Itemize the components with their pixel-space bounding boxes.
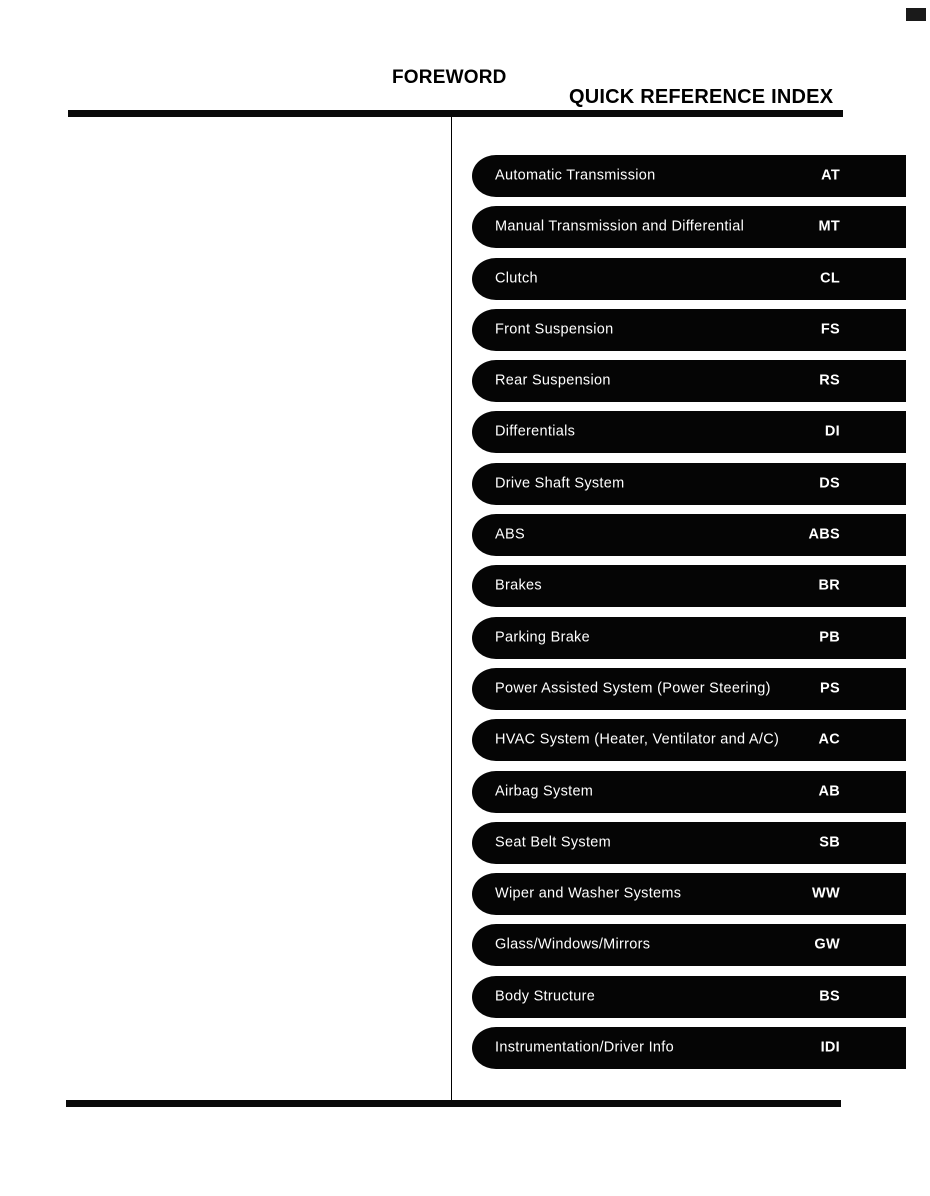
- tab-label: Brakes: [495, 578, 542, 595]
- tab-label: Automatic Transmission: [495, 167, 656, 184]
- index-tab-br[interactable]: [472, 565, 906, 607]
- tab-label: Rear Suspension: [495, 372, 611, 389]
- tab-label: Power Assisted System (Power Steering): [495, 680, 771, 697]
- tab-code: FS: [820, 321, 840, 338]
- corner-scan-mark: [906, 8, 926, 21]
- index-tab-abs[interactable]: [472, 514, 906, 556]
- tab-code: ABS: [808, 526, 840, 543]
- tab-label: Instrumentation/Driver Info: [495, 1039, 674, 1056]
- tab-code: CL: [820, 270, 840, 287]
- index-tab-gw[interactable]: [472, 924, 906, 966]
- tab-label: HVAC System (Heater, Ventilator and A/C): [495, 731, 780, 748]
- tab-label: Seat Belt System: [495, 834, 612, 851]
- tab-code: DI: [824, 424, 840, 441]
- tab-label: Wiper and Washer Systems: [495, 885, 682, 902]
- top-divider: [68, 110, 843, 117]
- index-tab-ww[interactable]: [472, 873, 906, 915]
- index-tab-bs[interactable]: [472, 976, 906, 1018]
- index-tab-pb[interactable]: [472, 617, 906, 659]
- tab-label: Parking Brake: [495, 629, 590, 646]
- bottom-divider: [66, 1100, 841, 1107]
- index-tab-ps[interactable]: [472, 668, 906, 710]
- index-tab-list: [472, 155, 906, 1078]
- tab-code: AB: [818, 783, 840, 800]
- index-tab-mt[interactable]: [472, 206, 906, 248]
- index-tab-sb[interactable]: [472, 822, 906, 864]
- tab-label: Differentials: [495, 424, 576, 441]
- tab-code: WW: [812, 885, 840, 902]
- index-tab-cl[interactable]: [472, 258, 906, 300]
- tab-code: AT: [821, 167, 840, 184]
- tab-label: Glass/Windows/Mirrors: [495, 937, 651, 954]
- index-tab-di[interactable]: [472, 411, 906, 453]
- index-tab-ds[interactable]: [472, 463, 906, 505]
- tab-code: MT: [818, 218, 840, 235]
- tab-code: SB: [819, 834, 840, 851]
- tab-code: BR: [818, 578, 840, 595]
- tab-code: IDI: [820, 1039, 840, 1056]
- index-tab-ab[interactable]: [472, 771, 906, 813]
- tab-label: ABS: [495, 526, 525, 543]
- tab-label: Drive Shaft System: [495, 475, 625, 492]
- tab-label: Body Structure: [495, 988, 596, 1005]
- tab-code: PS: [820, 680, 840, 697]
- tab-label: Clutch: [495, 270, 538, 287]
- index-tab-at[interactable]: [472, 155, 906, 197]
- page-title: QUICK REFERENCE INDEX: [569, 86, 834, 108]
- tab-code: PB: [819, 629, 840, 646]
- index-tab-rs[interactable]: [472, 360, 906, 402]
- index-tab-ac[interactable]: [472, 719, 906, 761]
- tab-label: Airbag System: [495, 783, 594, 800]
- tab-code: AC: [818, 731, 840, 748]
- index-tab-fs[interactable]: [472, 309, 906, 351]
- tab-code: GW: [814, 937, 840, 954]
- tab-label: Manual Transmission and Differential: [495, 218, 745, 235]
- tab-label: Front Suspension: [495, 321, 614, 338]
- tab-code: BS: [819, 988, 840, 1005]
- tab-code: RS: [819, 372, 840, 389]
- index-tab-idi[interactable]: [472, 1027, 906, 1069]
- tab-code: DS: [819, 475, 840, 492]
- column-divider: [451, 117, 452, 1100]
- section-heading-foreword: FOREWORD: [392, 67, 507, 88]
